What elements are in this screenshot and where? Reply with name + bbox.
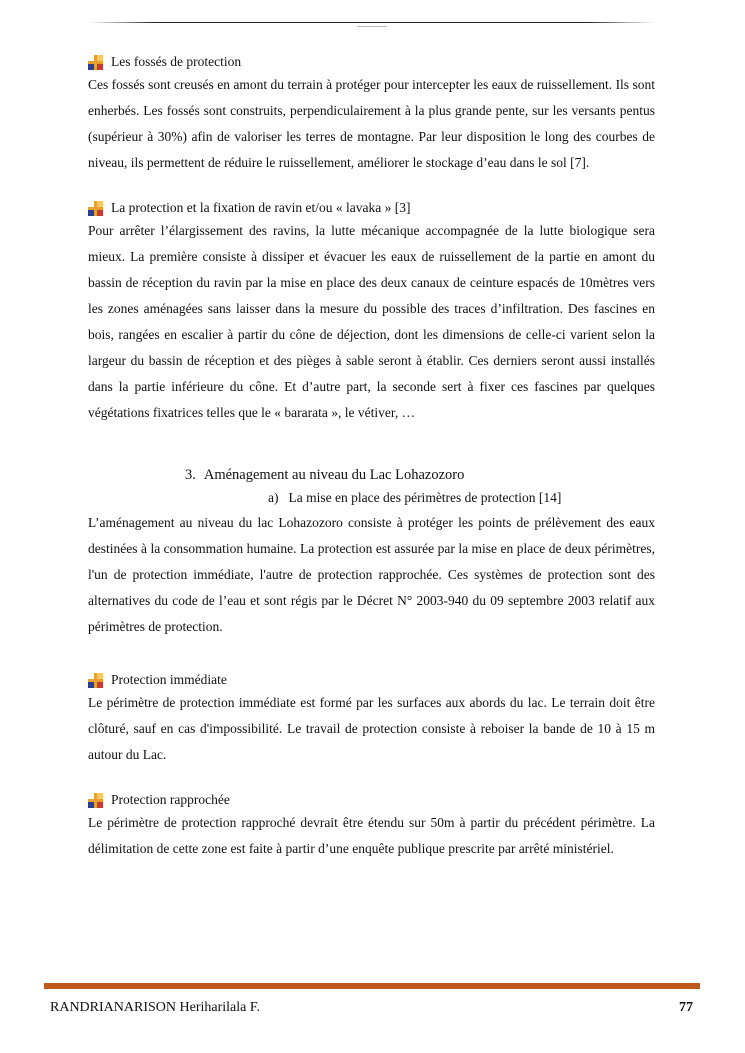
heading-label: Protection immédiate — [111, 672, 227, 687]
subsection-number: a) — [268, 490, 279, 505]
header-rule-mark — [357, 26, 387, 27]
section-3-title — [88, 464, 655, 486]
heading-fosses-protection — [88, 52, 655, 72]
footer-author: RANDRIANARISON Heriharilala F. — [50, 1000, 261, 1015]
heading-label: La protection et la fixation de ravin et/ou « lavaka » [3] — [111, 200, 411, 215]
paragraph-ravin: Pour arrêter l’élargissement des ravins, la lutte mécanique accompagnée de la lutte biologique sera mieux. La première consiste à dissiper et évacuer les eaux de ruissellement de la partie en amont du bassin de réception du ravin par la mise en place des deux canaux de ceinture espacés de 10mètres vers les zones aménagées sans laisser dans la mesure du possible des traces d’infiltration. Des fascines en bois, rangées en escalier à partir du cône de déjection, dont les dimensions de celle-ci varient selon la largeur du bassin de réception et des pièges à sable seront à établir. Ces derniers seront aussi installés dans la partie inférieure du cône. Et d’autre part, la seconde sert à fixer ces fascines par quelques végétations fixatrices telles que le « bararata », le vétiver, … — [88, 223, 655, 420]
heading-label: Protection rapprochée — [111, 792, 230, 807]
bullet-icon — [88, 673, 103, 688]
footer-bar — [44, 983, 700, 989]
page-content — [88, 52, 655, 862]
page-number: 77 — [679, 1000, 693, 1015]
section-number: 3. — [185, 467, 196, 483]
heading-label: Les fossés de protection — [111, 54, 242, 69]
bullet-icon — [88, 55, 103, 70]
heading-fixation-ravin — [88, 198, 655, 218]
heading-protection-rapprochee — [88, 790, 655, 810]
paragraph-fosses: Ces fossés sont creusés en amont du terrain à protéger pour intercepter les eaux de ruissellement. Ils sont enherbés. Les fossés sont construits, perpendiculairement à la plus grande pente, sur les versants pentus (supérieur à 30%) afin de valoriser les terres de montagne. Par leur disposition le long des courbes de niveau, ils permettent de réduire le ruissellement, améliorer le stockage d’eau dans le sol [7]. — [88, 77, 655, 170]
paragraph-immediate: Le périmètre de protection immédiate est formé par les surfaces aux abords du lac. Le terrain doit être clôturé, sauf en cas d'impossibilité. Le travail de protection consiste à reboiser la bande de 10 à 15 m autour du Lac. — [88, 695, 655, 762]
section-title-text: Aménagement au niveau du Lac Lohazozoro — [203, 467, 465, 483]
bullet-icon — [88, 201, 103, 216]
heading-protection-immediate — [88, 670, 655, 690]
paragraph-rapprochee: Le périmètre de protection rapproché devrait être étendu sur 50m à partir du précédent périmètre. La délimitation de cette zone est faite à partir d’une enquête publique prescrite par arrêté ministériel. — [88, 815, 655, 856]
bullet-icon — [88, 793, 103, 808]
subsection-a-title — [88, 486, 655, 510]
header-rule — [88, 22, 655, 23]
paragraph-lac: L’aménagement au niveau du lac Lohazozoro consiste à protéger les points de prélèvement des eaux destinées à la consommation humaine. La protection est assurée par la mise en place de deux périmètres, l'un de protection immédiate, l'autre de protection rapprochée. Ces systèmes de protection sont des alternatives du code de l’eau et sont régis par le Décret N° 2003-940 du 09 septembre 2003 relatif aux périmètres de protection. — [88, 515, 655, 634]
subsection-title-text: La mise en place des périmètres de protection [14] — [288, 490, 562, 505]
